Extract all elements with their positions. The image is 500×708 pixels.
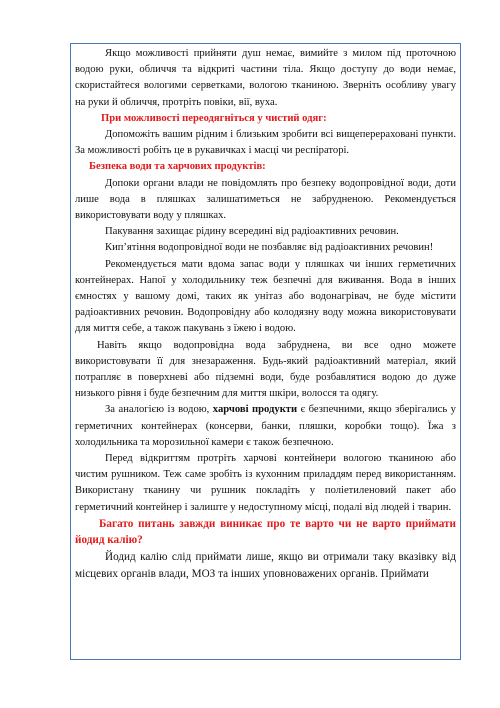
paragraph-help-relatives: Допоможіть вашим рідним і близьким зробити всі вищеперераховані пункти. За можливості робіть це в рукавичках і масці чи респіраторі. <box>75 129 456 157</box>
paragraph-wipe-containers: Перед відкриттям протріть харчові контейнери вологою тканиною або чистим рушником. Теж саме зробіть із кухонним приладдям перед використанням. Використану тканину чи рушник покладіть у поліетиленовий пакет або герметичний контейнер і залиште у недоступному місці, подалі від людей і тварин. <box>75 453 456 513</box>
paragraph-bottled-water: Допоки органи влади не повідомлять про безпеку водопровідної води, доти лише вода в пляшках залишатиметься не забрудненою. Рекомендується використовувати воду у пляшках. <box>75 177 456 222</box>
food-products-bold: харчові продукти <box>212 404 298 416</box>
paragraph-iodide-instructions: Йодид калію слід приймати лише, якщо ви отримали таку вказівку від місцевих органів влади, МОЗ та інших уповноважених органів. Приймати <box>75 551 456 581</box>
paragraph-packaging: Пакування захищає рідину всередині від радіоактивних речовин. <box>105 226 399 238</box>
food-text-start: За аналогією із водою, <box>105 404 213 416</box>
page-frame <box>70 43 461 660</box>
heading-potassium-iodide: Багато питань завжди виникає про те варто чи не варто приймати йодид калію? <box>75 517 456 547</box>
heading-clean-clothes: При можливості переодягніться у чистий одяг: <box>101 112 327 124</box>
food-text-end: є безпечними, якщо зберігались у герметичних контейнерах (консерви, банки, пляшки, коробки тощо). Їжа з холодильника та морозильної камери є також безпечною. <box>75 404 456 448</box>
heading-water-food-safety: Безпека води та харчових продуктів: <box>89 161 266 173</box>
paragraph-water-supply: Рекомендується мати вдома запас води у пляшках чи інших герметичних контейнерах. Напої у холодильнику теж безпечні для вживання. Вода в інших ємностях у вашому домі, таких як унітаз або водонагрівач, не буде містити радіоактивних речовин. Водопровідну або колодязну воду можна використовувати для миття себе, а також пакувань з їжею і водою. <box>75 258 456 335</box>
paragraph-boiling: Кип’ятіння водопровідної води не позбавляє від радіоактивних речовин! <box>105 242 434 254</box>
paragraph-food-products <box>75 402 456 451</box>
paragraph-wash: Якщо можливості прийняти душ немає, вимийте з милом під проточною водою руки, обличчя та відкриті частини тіла. Якщо доступу до води немає, скористайтеся вологими серветками, вологою тканиною. Зверніть особливу увагу на руки й обличчя, протріть повіки, вії, вуха. <box>75 48 456 108</box>
paragraph-contaminated-water: Навіть якщо водопровідна вода забруднена, ви все одно можете використовувати її для знезараження. Будь-який радіоактивний матеріал, який потрапляє в поверхневі або підземні води, буде розбавлятися водою до дуже низького рівня і буде безпечним для миття шкіри, волосся та одягу. <box>75 339 456 400</box>
document-body <box>75 46 456 583</box>
